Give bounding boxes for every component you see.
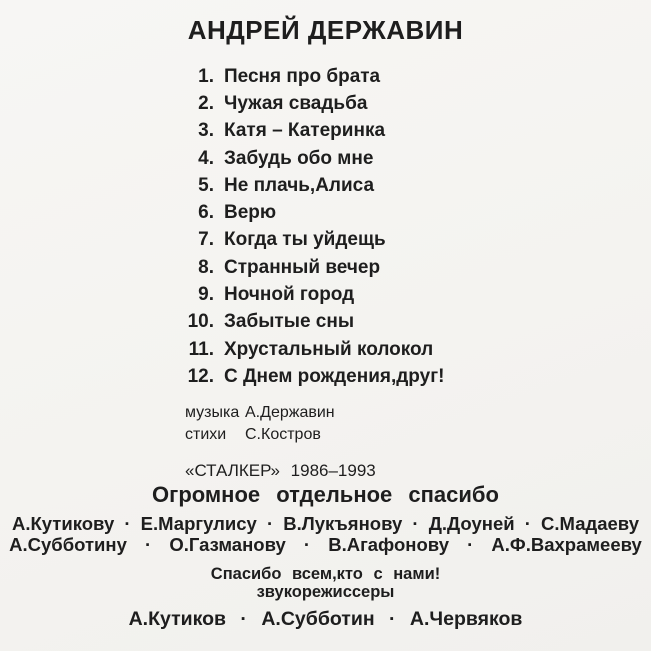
credits-block: [185, 402, 335, 446]
track-number: 9.: [198, 284, 214, 306]
thanks-everyone-line: Спасибо всем,кто с нами!: [210, 565, 441, 583]
track-list: [183, 63, 444, 391]
track-number: 2.: [198, 92, 214, 114]
track-number: 5.: [198, 174, 214, 196]
track-row: [183, 199, 444, 226]
track-row: [183, 118, 444, 145]
music-credit-value: А.Державин: [245, 404, 335, 421]
track-row: [183, 145, 444, 172]
thanks-names-line-2: А.Субботину · О.Газманову · В.Агафонову · А.Ф.Вахрамееву: [9, 534, 642, 555]
track-row: [183, 227, 444, 254]
track-number: 1.: [198, 65, 214, 87]
lyrics-credit-row: [185, 424, 335, 446]
track-number: 6.: [198, 202, 214, 224]
track-title: Когда ты уйдещь: [224, 229, 386, 251]
track-row: [183, 254, 444, 281]
lyrics-credit-value: С.Костров: [245, 426, 321, 443]
music-credit-row: [185, 402, 335, 424]
track-title: Не плачь,Алиса: [224, 174, 375, 196]
track-title: Хрустальный колокол: [224, 338, 434, 360]
track-title: Забытые сны: [224, 311, 355, 333]
thanks-heading: Огромное отдельное спасибо: [152, 482, 499, 507]
track-title: Странный вечер: [224, 256, 381, 278]
track-row: [183, 172, 444, 199]
track-number: 3.: [198, 120, 214, 142]
track-title: Катя – Катеринка: [224, 120, 386, 142]
track-row: [183, 336, 444, 363]
track-title: С Днем рождения,друг!: [224, 365, 445, 387]
album-title: АНДРЕЙ ДЕРЖАВИН: [187, 15, 464, 45]
track-number: 7.: [198, 229, 214, 251]
track-title: Верю: [224, 202, 277, 224]
track-number: 11.: [188, 338, 214, 360]
thanks-names-line-1: А.Кутикову · Е.Маргулису · В.Лукъянову · Д.Доуней · С.Мадаеву: [11, 513, 639, 534]
track-title: Песня про брата: [224, 65, 381, 87]
lyrics-credit-label: стихи: [185, 426, 227, 443]
sound-engineers-heading: звукорежиссеры: [256, 583, 395, 601]
sound-engineers-names: А.Кутиков · А.Субботин · А.Червяков: [128, 608, 523, 630]
track-title: Чужая свадьба: [224, 92, 368, 114]
track-title: Ночной город: [224, 284, 355, 306]
track-number: 8.: [198, 256, 214, 278]
track-row: [183, 363, 444, 390]
track-row: [183, 281, 444, 308]
track-row: [183, 309, 444, 336]
track-row: [183, 63, 444, 90]
music-credit-label: музыка: [185, 404, 240, 421]
track-number: 4.: [198, 147, 214, 169]
track-number: 10.: [187, 311, 214, 333]
track-row: [183, 90, 444, 117]
track-title: Забудь обо мне: [224, 147, 374, 169]
record-label-year: «СТАЛКЕР» 1986–1993: [185, 461, 376, 480]
track-number: 12.: [187, 365, 214, 387]
